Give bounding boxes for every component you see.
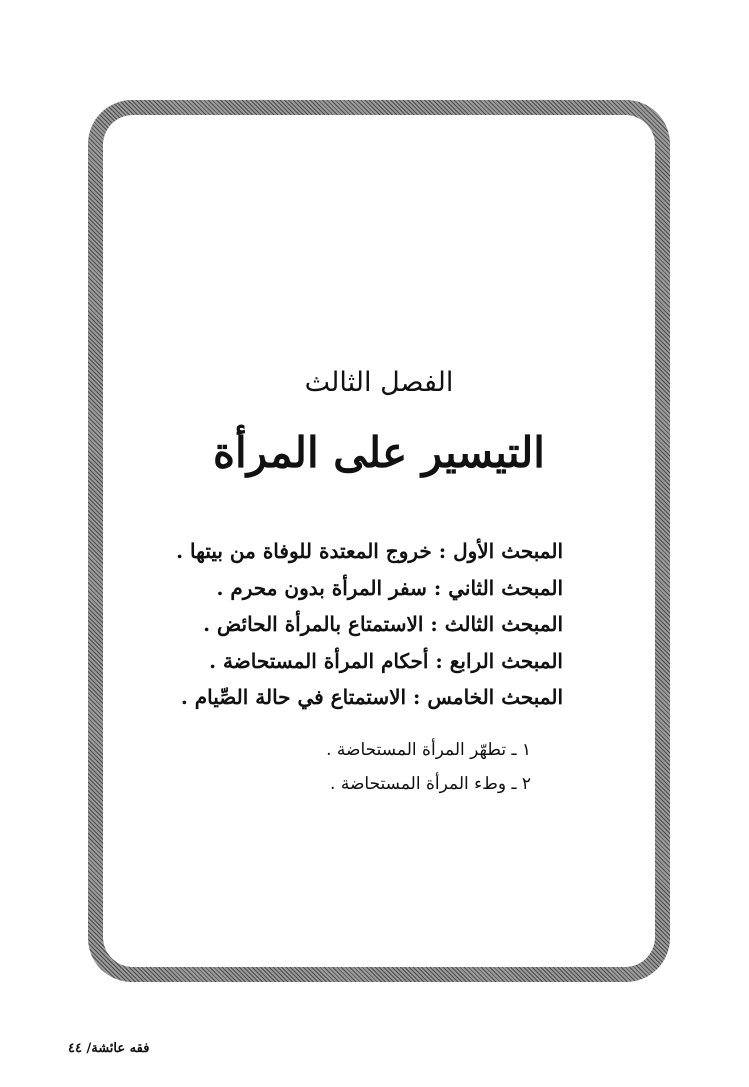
chapter-title: التيسير على المرأة <box>213 428 545 477</box>
page-footer: فقه عائشة/ ٤٤ <box>68 1041 150 1056</box>
section-item-4: المبحث الرابع : أحكام المرأة المستحاضة . <box>209 648 563 673</box>
section-item-1: المبحث الأول : خروج المعتدة للوفاة من بيتها . <box>176 539 563 563</box>
frame-content-area <box>103 115 655 967</box>
sections-list <box>163 533 563 716</box>
section-item-5: المبحث الخامس : الاستمتاع في حالة الصِّيام . <box>180 685 563 709</box>
chapter-heading: الفصل الثالث <box>304 367 454 398</box>
section-item-3: المبحث الثالث : الاستمتاع بالمرأة الحائض . <box>203 612 563 636</box>
subsections-list <box>201 733 531 801</box>
decorative-page-frame <box>88 100 670 982</box>
subsection-item-2: ٢ ـ وطء المرأة المستحاضة . <box>330 774 531 794</box>
section-item-2: المبحث الثاني : سفر المرأة بدون محرم . <box>216 575 563 600</box>
subsection-item-1: ١ ـ تطهّر المرأة المستحاضة . <box>326 740 531 760</box>
